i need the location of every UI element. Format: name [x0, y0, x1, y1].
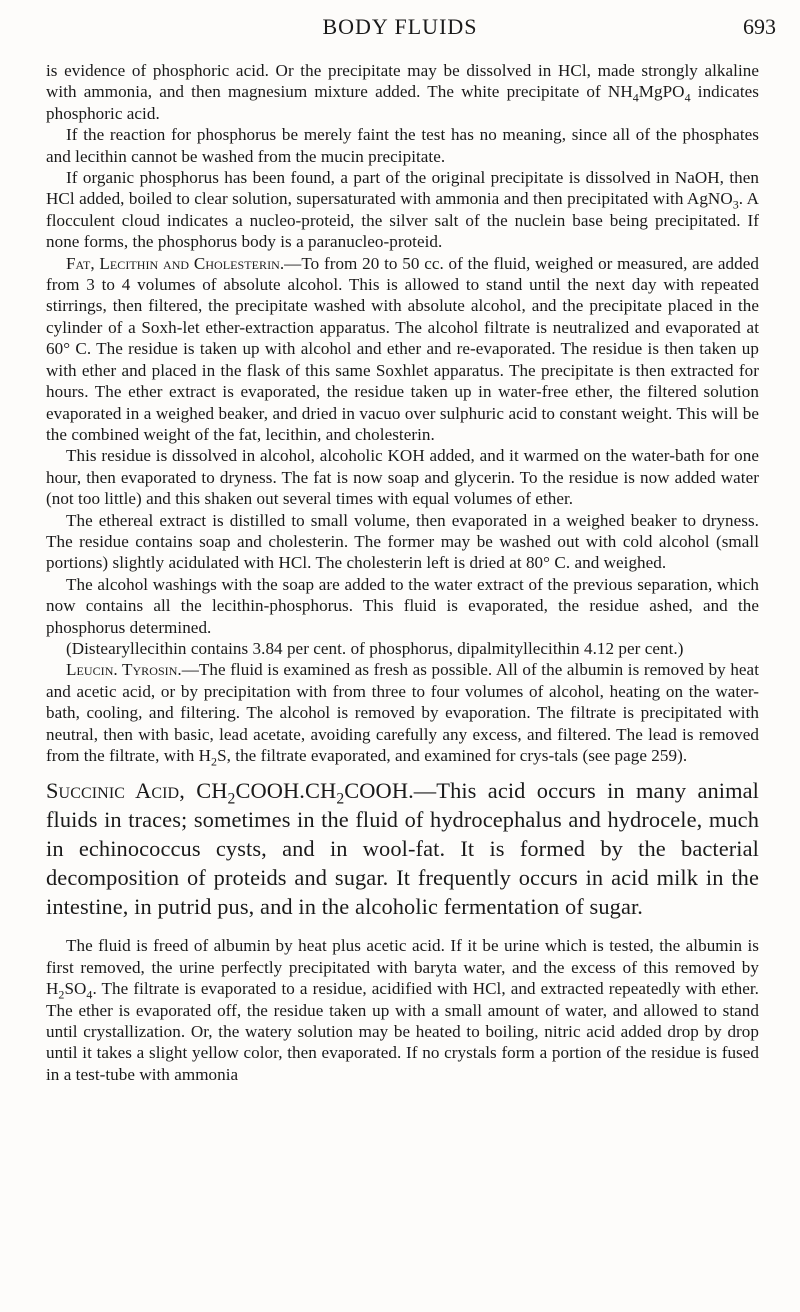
large-type-section — [46, 776, 759, 921]
paragraph-succinic-test: The fluid is freed of albumin by heat plus acetic acid. If it be urine which is tested, the albumin is first removed, the urine perfectly precipitated with baryta water, and the excess of this removed by $H_2SO_4$. The filtrate is evaporated to a residue, acidified with HCl, and extracted repeatedly with ether. The ether is evaporated off, the residue taken up with a small amount of water, and allowed to stand until crystallization. Or, the watery solution may be heated to boiling, nitric acid added drop by drop until it takes a slight yellow color, then evaporated. If no crystals form a portion of the residue is fused in a test-tube with ammonia — [46, 936, 759, 1084]
paragraph-residue-dissolved: This residue is dissolved in alcohol, alcoholic KOH added, and it warmed on the water-bath for one hour, then evaporated to dryness. The fat is now soap and glycerin. To the residue is now added water (not too little) and this shaken out several times with equal volumes of ether. — [46, 446, 759, 509]
paragraph-fat-lecithin-cholesterin: Fat, Lecithin and Cholesterin.—To from 20 to 50 cc. of the fluid, weighed or measured, are added from 3 to 4 volumes of absolute alcohol. This is allowed to stand until the next day with repeated stirrings, then filtered, the precipitate washed with absolute alcohol, and the precipitate placed in the cylinder of a Soxh-let ether-extraction apparatus. The alcohol filtrate is neutralized and evaporated at 60° C. The residue is taken up with alcohol and ether and re-evaporated. The residue is then taken up with ether and placed in the flask of this same Soxhlet apparatus. The precipitate is then extracted for hours. The ether extract is evaporated, the residue taken up in water-free ether, the filtered solution evaporated in a weighed beaker, and dried in vacuo over sulphuric acid to constant weight. This will be the combined weight of the fat, lecithin, and cholesterin. — [46, 253, 759, 444]
running-title: BODY FLUIDS — [322, 14, 478, 39]
section-heading: Succinic Acid — [46, 778, 180, 804]
paragraph-ethereal-extract: The ethereal extract is distilled to small volume, then evaporated in a weighed beaker to dryness. The residue contains soap and cholesterin. The former may be washed out with cold alcohol (small portions) slightly acidulated with HCl. The cholesterin left is dried at 80° C. and weighed. — [46, 510, 759, 573]
paragraph-phosphoric-acid: is evidence of phosphoric acid. Or the precipitate may be dissolved in HCl, made strongly alkaline with ammonia, and then magnesium mixture added. The white precipitate of $NH_4MgPO_4$ indicates phosphoric acid. — [46, 61, 759, 123]
body-text — [46, 60, 759, 1085]
paragraph-faint-reaction: If the reaction for phosphorus be merely faint the test has no meaning, since all of the phosphates and lecithin cannot be washed from the mucin precipitate. — [46, 125, 759, 166]
section-heading: Leucin. Tyrosin. — [66, 660, 182, 680]
chemical-formula: , $CH_2COOH.CH_2COOH$. — [179, 778, 414, 808]
paragraph-succinic-acid: Succinic Acid, $CH_2COOH.CH_2COOH.—This$ acid occurs in many animal fluids in traces; sometimes in the fluid of hydrocephalus and hydrocele, much in echinococcus cysts, and in wool-fat. It is formed by the bacterial decomposition of proteids and sugar. It frequently occurs in acid milk in the intestine, in putrid pus, and in the alcoholic fermentation of sugar. — [46, 778, 759, 920]
paragraph-leucin-tyrosin: Leucin. Tyrosin.—The fluid is examined as fresh as possible. All of the albumin is removed by heat and acetic acid, or by precipitation with from three to four volumes of alcohol, heating on the water-bath, cooling, and filtering. The alcohol is removed by evaporation. The filtrate is precipitated with neutral, then with basic, lead acetate, avoiding carefully any excess, and filtered. The lead is removed from the filtrate, with $H_2S$, the filtrate evaporated, and examined for crys-tals (see page 259). — [46, 660, 759, 769]
paragraph-alcohol-washings: The alcohol washings with the soap are added to the water extract of the previous separation, which now contains all the lecithin-phosphorus. This fluid is evaporated, the residue ashed, and the phosphorus determined. — [46, 574, 759, 637]
paragraph-distearyllecithin: (Distearyllecithin contains 3.84 per cent. of phosphorus, dipalmityllecithin 4.12 per cent.) — [66, 638, 684, 658]
section-heading: Fat, Lecithin and Cholesterin. — [66, 253, 285, 273]
small-type-section-2 — [46, 935, 759, 1085]
paragraph-organic-phosphorus: If organic phosphorus has been found, a part of the original precipitate is dissolved in NaOH, then HCl added, boiled to clear solution, supersaturated with ammonia and then precipitated with AgNO$_3$. A flocculent cloud indicates a nucleo-proteid, the silver salt of the nuclein base being precipitated. If none forms, the phosphorus body is a paranucleo-proteid. — [46, 168, 759, 252]
page-number: 693 — [743, 14, 776, 39]
running-head — [0, 14, 800, 44]
small-type-section — [46, 60, 759, 769]
